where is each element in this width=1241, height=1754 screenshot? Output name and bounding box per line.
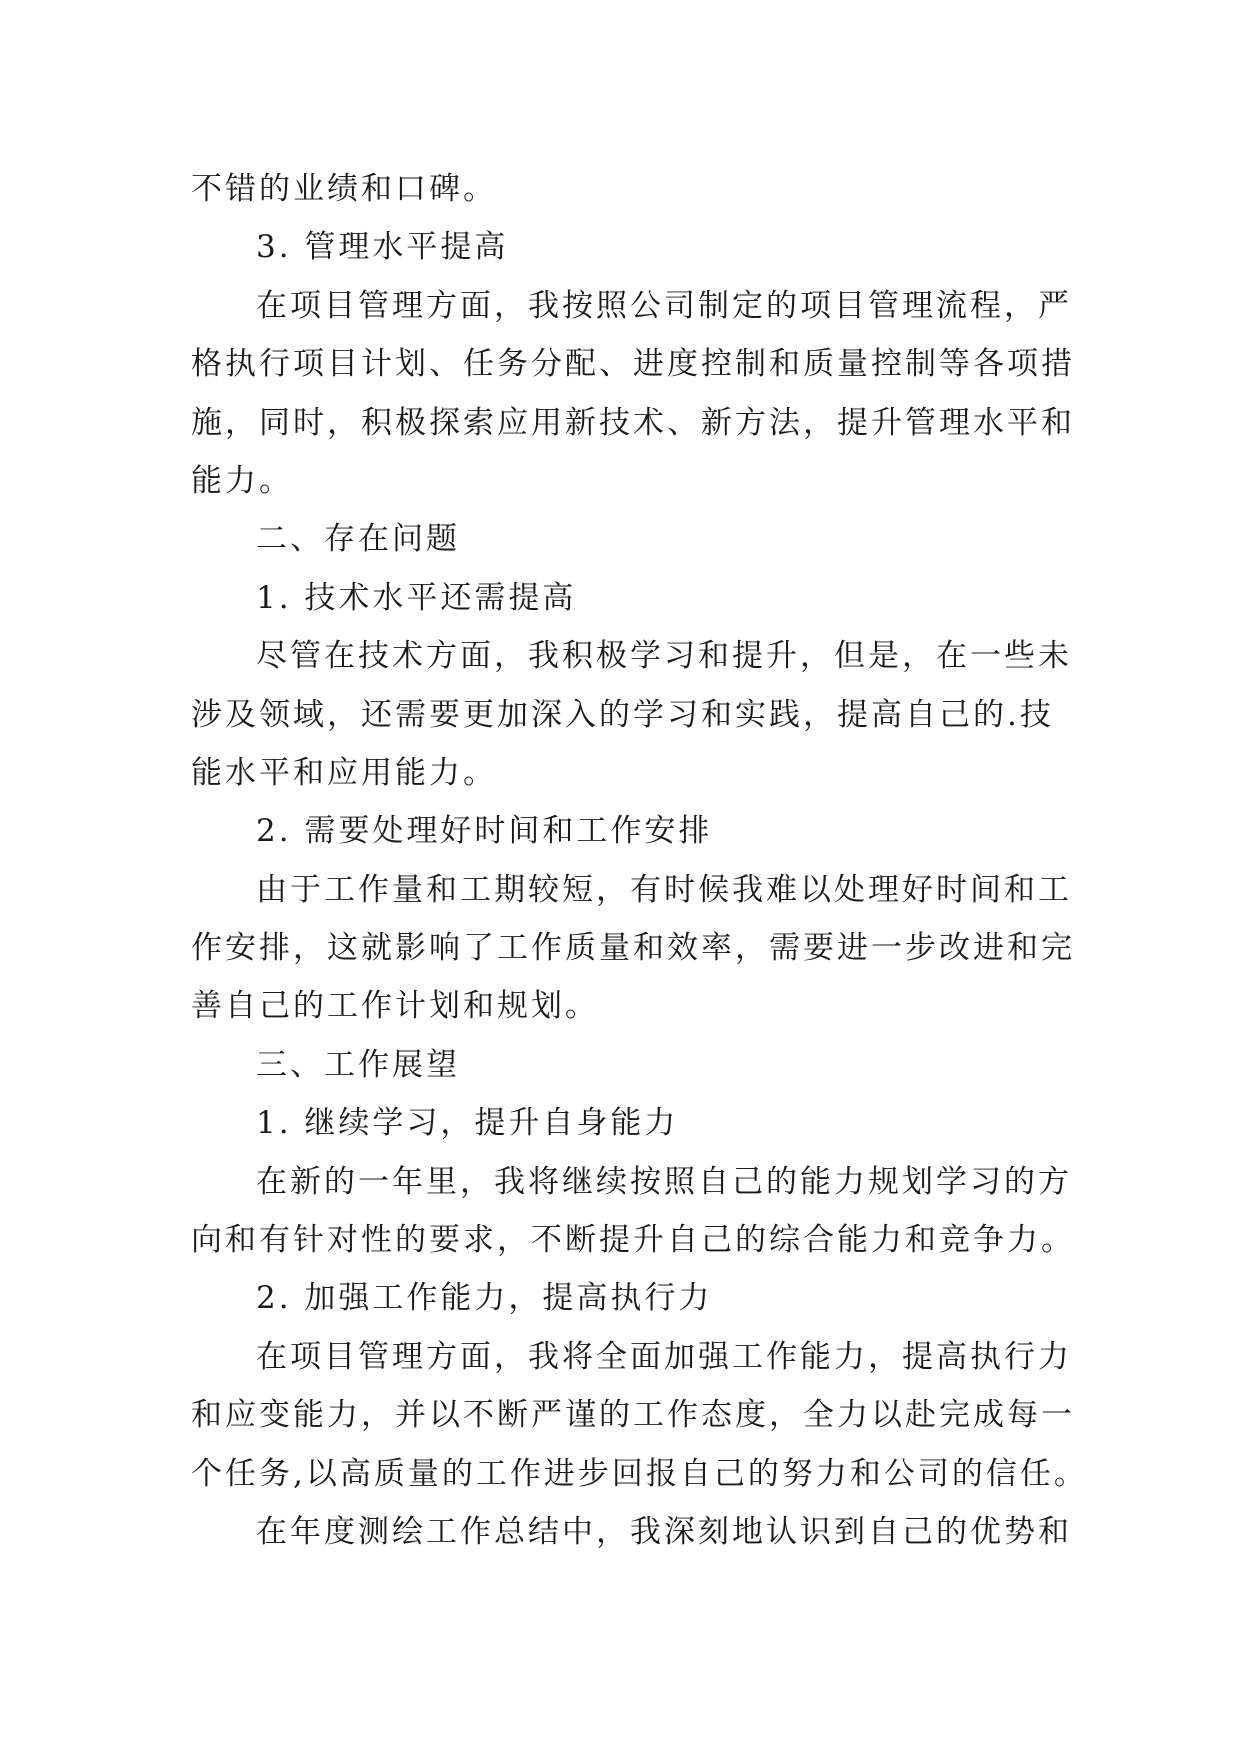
text-line: 尽管在技术方面，我积极学习和提升，但是，在一些未 <box>256 638 1072 675</box>
text-line: 在年度测绘工作总结中，我深刻地认识到自己的优势和 <box>256 1513 1072 1550</box>
section-heading: 2. 加强工作能力，提高执行力 <box>256 1280 713 1317</box>
text-line: 和应变能力，并以不断严谨的工作态度，全力以赴完成每一 <box>191 1397 1075 1434</box>
text-line: 格执行项目计划、任务分配、进度控制和质量控制等各项措 <box>191 346 1075 383</box>
text-line: 能力。 <box>191 462 293 499</box>
text-line: 向和有针对性的要求，不断提升自己的综合能力和竞争力。 <box>191 1222 1075 1259</box>
section-heading: 2. 需要处理好时间和工作安排 <box>256 813 713 850</box>
text-line: 善自己的工作计划和规划。 <box>191 988 599 1025</box>
text-line: 不错的业绩和口碑。 <box>191 171 497 207</box>
text-line: 作安排，这就影响了工作质量和效率，需要进一步改进和完 <box>191 930 1075 967</box>
text-line: 能水平和应用能力。 <box>191 754 497 791</box>
document-body <box>191 160 1088 1561</box>
chapter-heading: 二、存在问题 <box>256 521 460 558</box>
section-heading: 3. 管理水平提高 <box>256 229 509 266</box>
text-line: 由于工作量和工期较短，有时候我难以处理好时间和工 <box>256 871 1072 908</box>
text-line: 个任务,以高质量的工作进步回报自己的努力和公司的信任。 <box>191 1455 1088 1492</box>
text-line: 施，同时，积极探索应用新技术、新方法，提升管理水平和 <box>191 404 1075 441</box>
chapter-heading: 三、工作展望 <box>256 1046 460 1083</box>
text-line: 在项目管理方面，我将全面加强工作能力，提高执行力 <box>256 1338 1072 1375</box>
text-line: 在新的一年里，我将继续按照自己的能力规划学习的方 <box>256 1163 1072 1200</box>
section-heading: 1. 技术水平还需提高 <box>256 579 577 616</box>
section-heading: 1. 继续学习，提升自身能力 <box>256 1105 679 1142</box>
text-line: 在项目管理方面，我按照公司制定的项目管理流程，严 <box>256 287 1072 324</box>
text-line: 涉及领域，还需要更加深入的学习和实践，提高自己的.技 <box>191 696 1054 733</box>
